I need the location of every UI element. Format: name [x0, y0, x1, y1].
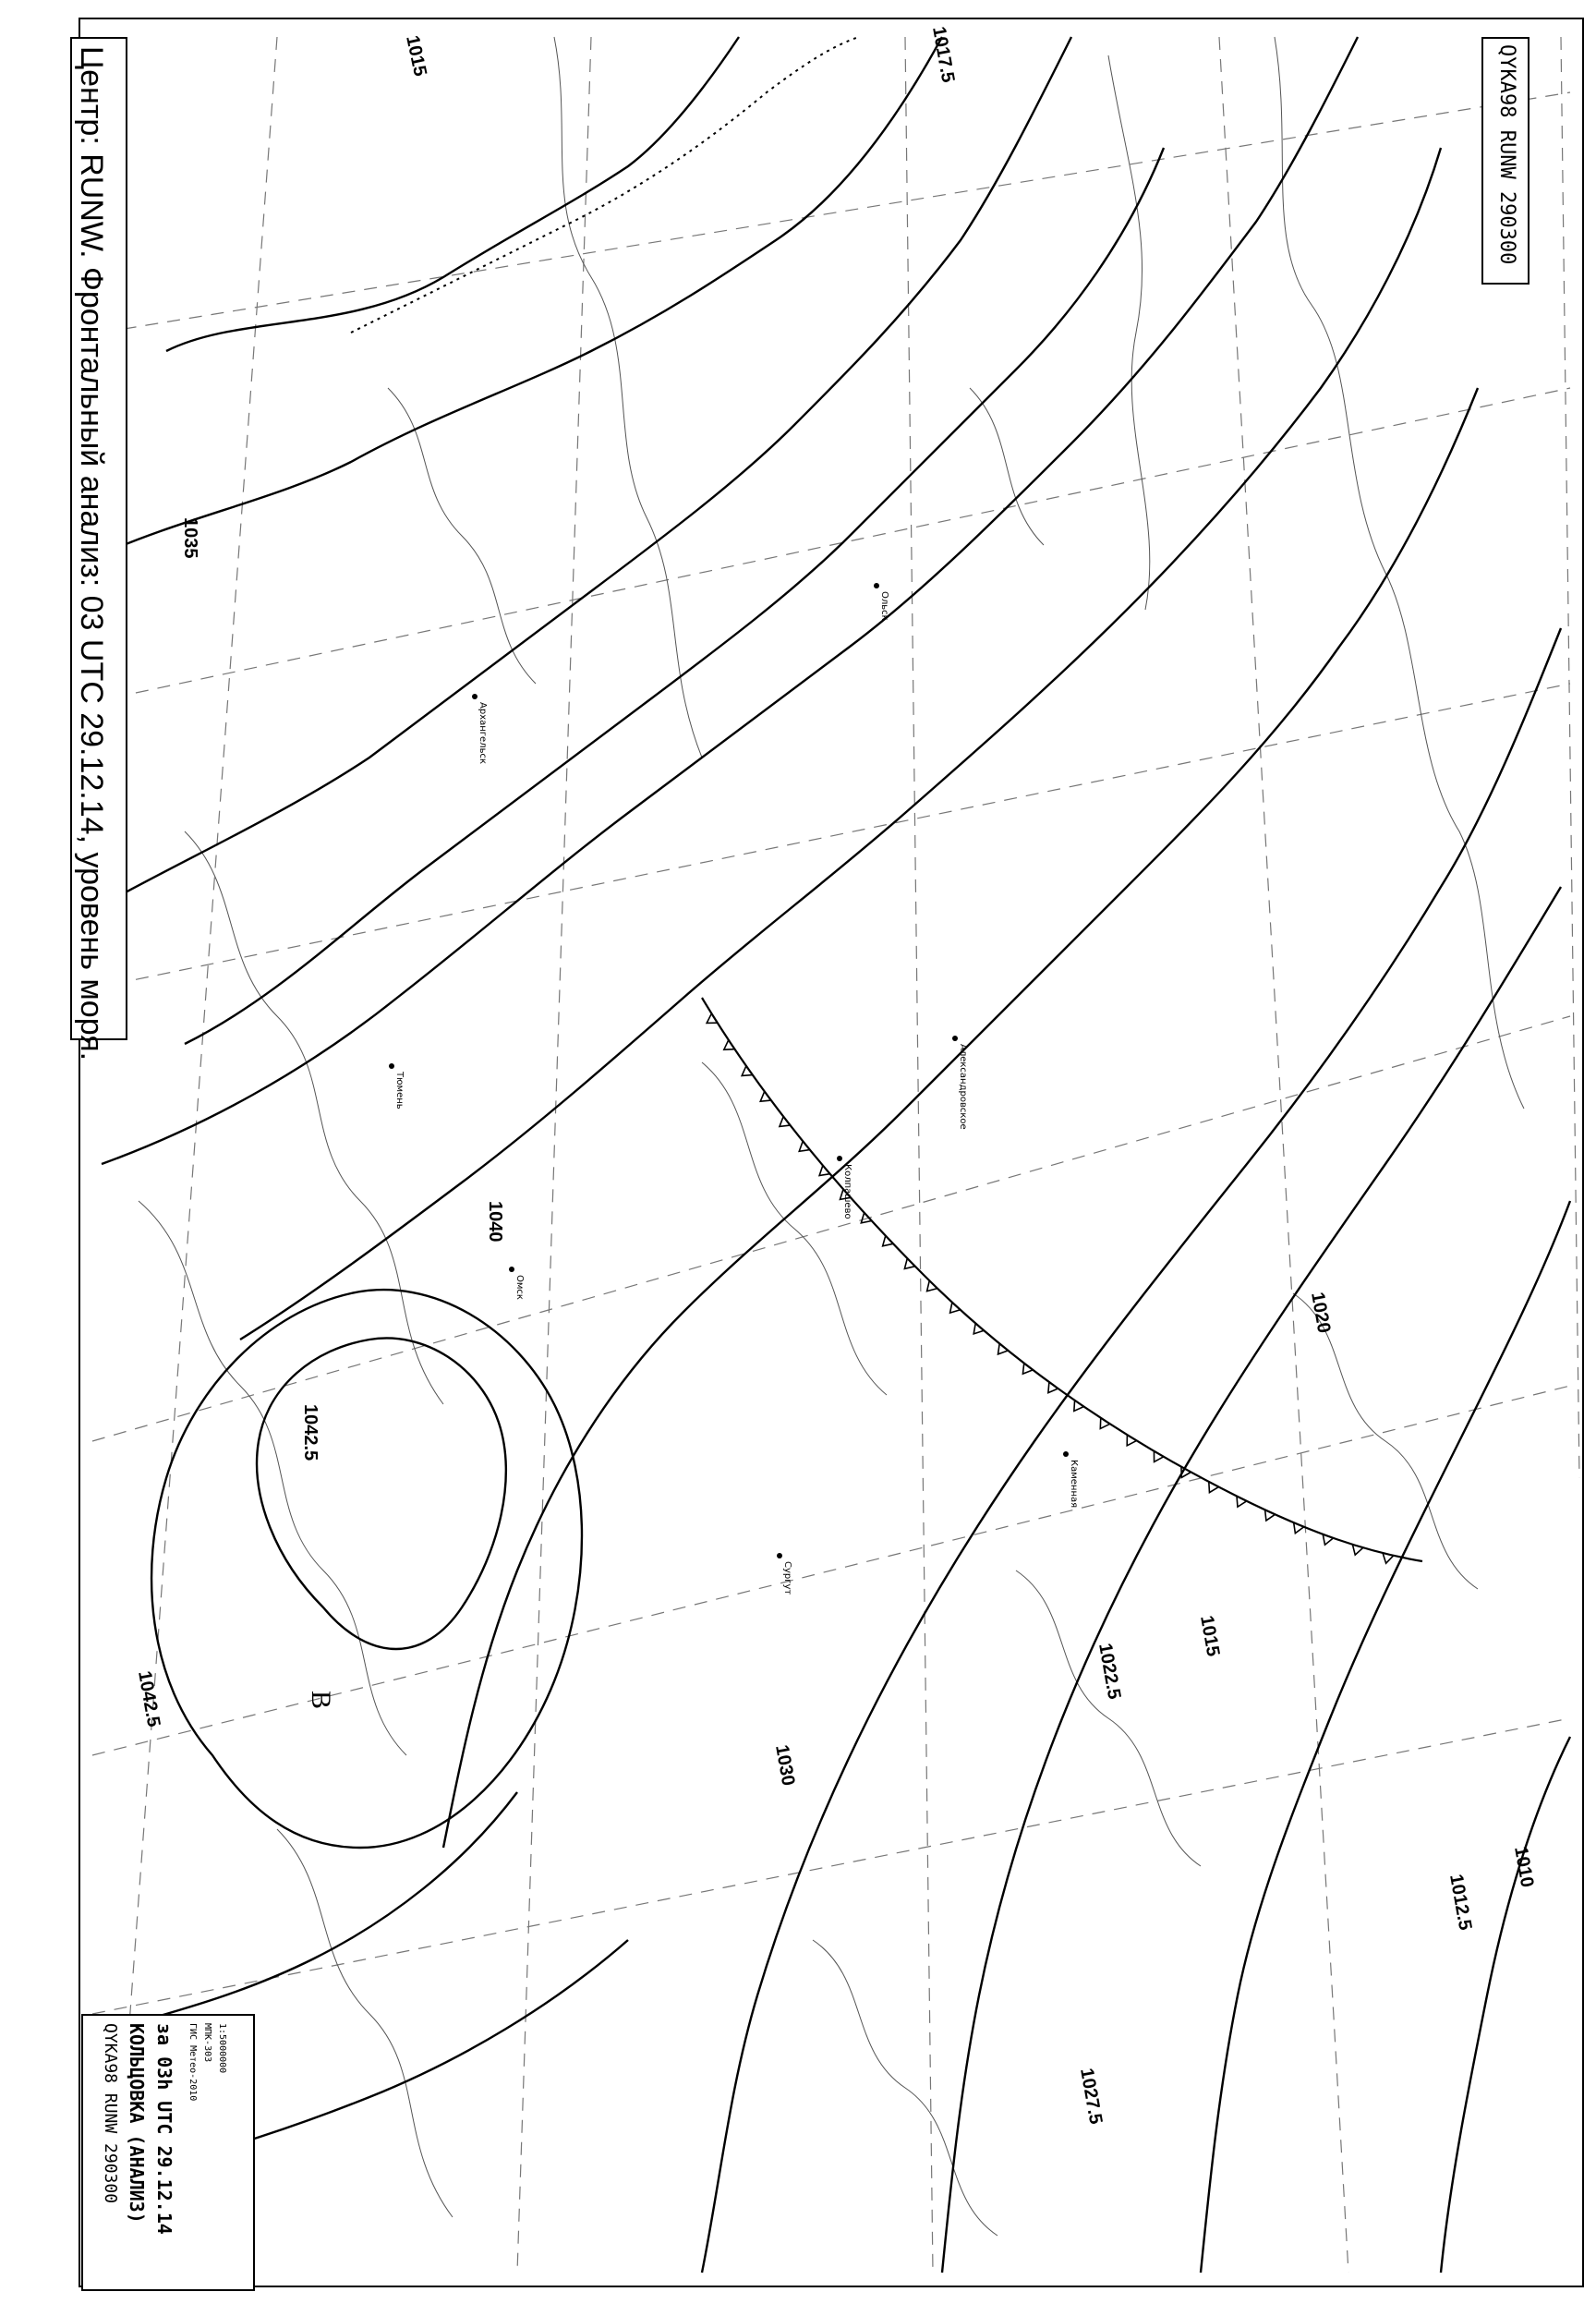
bulletin-code-bottom: QYKA98 RUNW 290300	[101, 2023, 120, 2204]
station-marker	[837, 1156, 842, 1161]
bulletin-stamp-bottom	[81, 2014, 255, 2291]
isobar-label: 1012.5	[1445, 1873, 1476, 1933]
high-pressure-center: В	[306, 1691, 336, 1710]
station-label: Александровское	[958, 1044, 968, 1130]
bulletin-name: КОЛЬЦОВКА (АНАЛИЗ)	[126, 2023, 148, 2224]
bulletin-stamp-top	[1481, 37, 1530, 285]
isobar-label: 1015	[1196, 1614, 1224, 1658]
isobar-label: 1042.5	[134, 1669, 164, 1729]
isobar-label: 1040	[485, 1201, 505, 1243]
station-label: Тюмень	[394, 1072, 405, 1110]
isobar-label: 1017.5	[928, 25, 959, 85]
station-marker	[777, 1553, 782, 1558]
bulletin-time: за 03h UTC 29.12.14	[153, 2023, 175, 2235]
isobar-label: 1022.5	[1094, 1642, 1125, 1702]
station-label: Архангельск	[478, 702, 488, 765]
bulletin-code: QYKA98 RUNW 290300	[1495, 44, 1518, 265]
isobar-label: 1020	[1307, 1291, 1335, 1335]
isobar-label: 1010	[1510, 1845, 1538, 1889]
station-marker	[952, 1036, 958, 1041]
station-marker	[1063, 1451, 1069, 1457]
scale-label: 1:5000000	[217, 2023, 227, 2074]
isobar-label: 1015	[402, 33, 430, 79]
projection-label: МПК-303	[202, 2023, 212, 2063]
station-label: Ольск	[879, 591, 889, 621]
station-label: Каменная	[1069, 1460, 1079, 1509]
isobar-label: 1042.5	[300, 1404, 320, 1461]
station-marker	[874, 583, 879, 588]
station-marker	[472, 694, 478, 699]
software-label: ГИС Метео-2010	[187, 2023, 198, 2102]
station-label: Омск	[514, 1275, 525, 1300]
station-label: Колпашево	[842, 1164, 852, 1219]
page-title: Центр: RUNW. Фронтальный анализ: 03 UTC 29.12.14, уровень моря.	[74, 46, 109, 1061]
station-marker	[509, 1267, 514, 1272]
isobar-label: 1027.5	[1076, 2067, 1106, 2127]
isobar-label: 1035	[180, 517, 200, 559]
station-label: Сургут	[782, 1561, 792, 1595]
station-marker	[389, 1063, 394, 1069]
isobar-label: 1030	[771, 1743, 799, 1788]
